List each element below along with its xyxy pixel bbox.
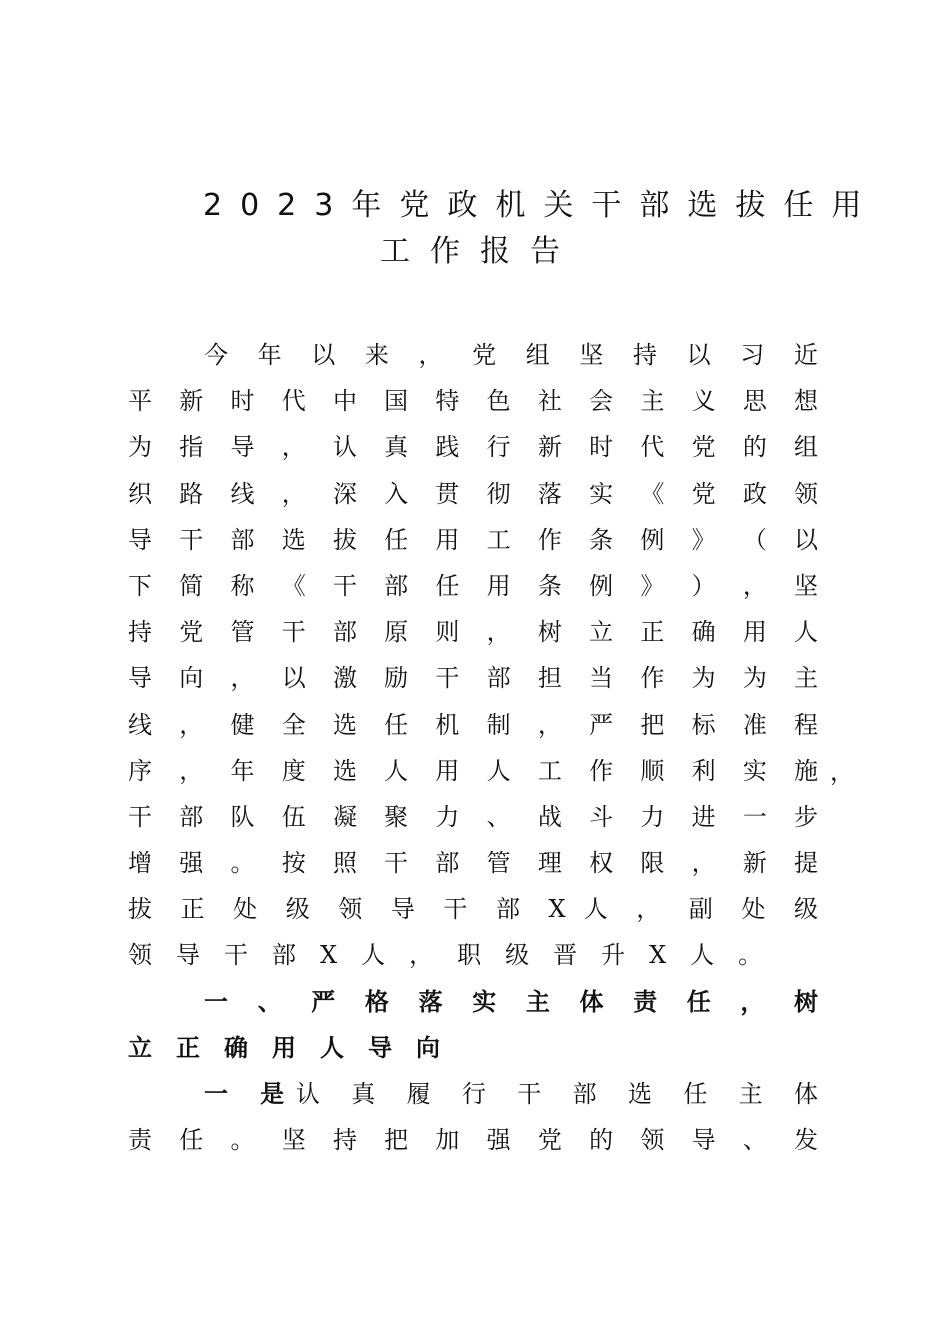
paragraph-intro xyxy=(128,332,818,979)
text-line: 平 新 时 代 中 国 特 色 社 会 主 义 思 想 xyxy=(128,387,819,416)
text-line: 拔 正 处 级 领 导 干 部 X 人 ， 副 处 级 xyxy=(128,895,818,924)
text-line: 线 ， 健 全 选 任 机 制 ， 严 把 标 准 程 xyxy=(128,710,819,739)
text-line-with-lead xyxy=(128,1071,818,1117)
text-line: 序 ， 年 度 选 人 用 人 工 作 顺 利 实 施 xyxy=(128,756,819,785)
document-body xyxy=(128,332,818,1163)
text-line: 干 部 队 伍 凝 聚 力 、 战 斗 力 进 一 步 xyxy=(128,802,819,831)
paragraph-section-1 xyxy=(128,1071,818,1163)
section-heading-1 xyxy=(128,979,818,1071)
document-title-line-1: 2023年党政机关干部选拔任用 xyxy=(203,188,880,223)
text-line: 增 强 。 按 照 干 部 管 理 权 限 ， 新 提 xyxy=(128,849,819,878)
text-line: 导 干 部 选 拔 任 用 工 作 条 例 》 （ 以 xyxy=(128,525,819,554)
bold-lead-text: 一 是 xyxy=(204,1080,296,1108)
heading-line: 立正确用人导向 xyxy=(128,1033,464,1062)
text-line: 领导干部X人，职级晋升X人。 xyxy=(128,941,787,970)
text-line: 下 简 称 《 干 部 任 用 条 例 》 ） ， 坚 xyxy=(128,571,819,600)
text-line: 导 向 ， 以 激 励 干 部 担 当 作 为 为 主 xyxy=(128,664,819,693)
text-line: 今 年 以 来 ， 党 组 坚 持 以 习 近 xyxy=(204,341,818,369)
text-line: 为 指 导 ， 认 真 践 行 新 时 代 党 的 组 xyxy=(128,433,819,462)
text-line: 持 党 管 干 部 原 则 ， 树 立 正 确 用 人 xyxy=(128,618,819,647)
text-line: 织 路 线 ， 深 入 贯 彻 落 实 《 党 政 领 xyxy=(128,479,819,508)
overhang-comma: ， xyxy=(830,758,854,786)
text-line-rest: 认 真 履 行 干 部 选 任 主 体 xyxy=(295,1080,819,1108)
heading-line: 一 、 严 格 落 实 主 体 责 任 ， 树 xyxy=(204,987,819,1016)
document-title-line-2: 工作报告 xyxy=(380,234,580,269)
text-line: 责 任 。 坚 持 把 加 强 党 的 领 导 、 发 xyxy=(128,1126,819,1155)
